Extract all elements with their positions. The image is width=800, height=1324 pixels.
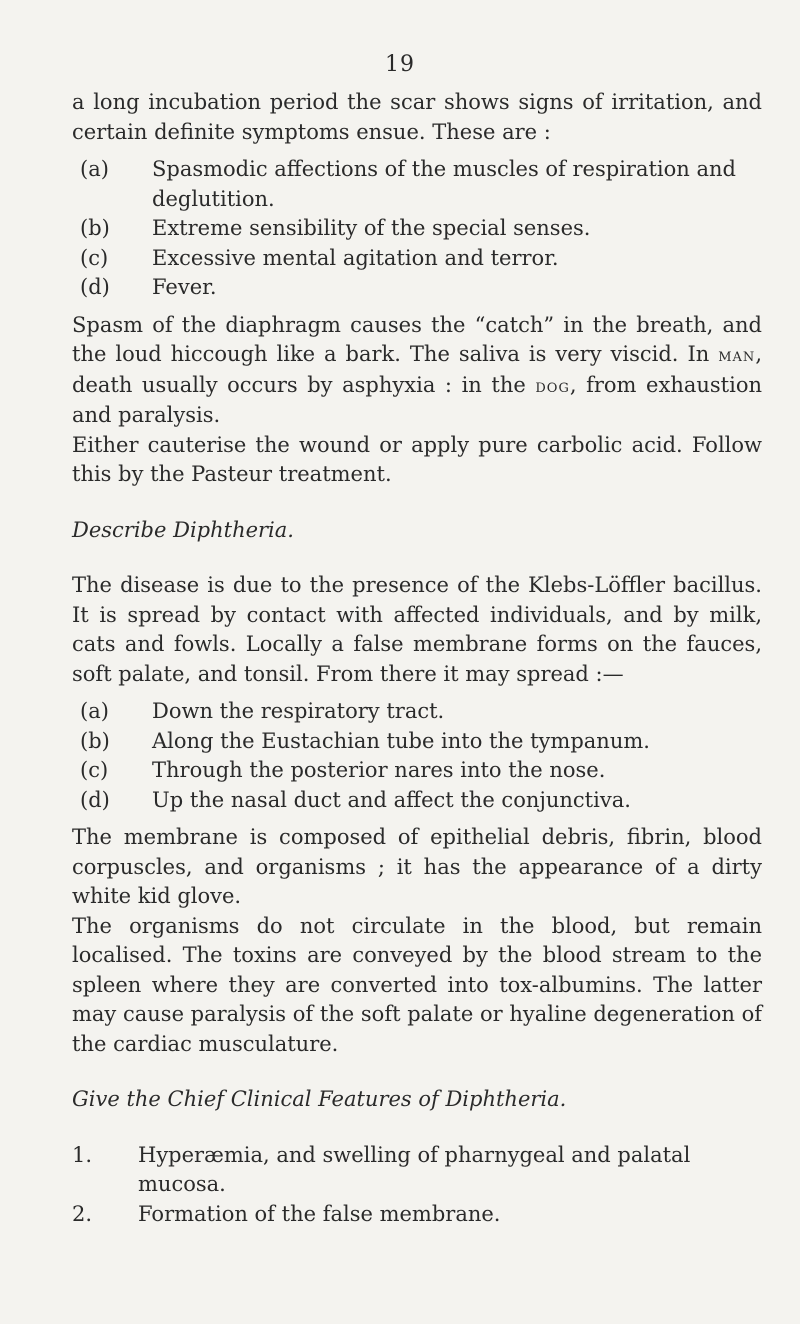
list-item — [72, 697, 762, 727]
page-number: 19 — [385, 52, 415, 77]
list-item — [72, 244, 762, 274]
list-marker: (d) — [80, 275, 110, 299]
list-item-text: Through the posterior nares into the nose. — [152, 758, 606, 782]
list-item-text: Formation of the false membrane. — [138, 1201, 501, 1226]
list-item-text: Along the Eustachian tube into the tympanum. — [152, 728, 650, 753]
list-item-text: Down the respiratory tract. — [152, 699, 445, 723]
treatment-paragraph: Either cauterise the wound or apply pure carbolic acid. Follow this by the Pasteur treatment. — [72, 432, 762, 486]
page-body — [72, 88, 762, 1229]
spasm-text: , death usually occurs by asphyxia : in the — [72, 342, 762, 397]
intro-paragraph: a long incubation period the scar shows signs of irritation, and certain definite symptoms ensue. These are : — [72, 90, 762, 144]
list-item — [72, 155, 762, 214]
list-marker: (a) — [80, 157, 109, 181]
list-item — [72, 1200, 762, 1230]
symptom-list — [72, 155, 762, 303]
spasm-text: , from exhaustion and paralysis. — [72, 372, 762, 427]
list-item — [72, 727, 762, 757]
section-heading-clinical-features: Give the Chief Clinical Features of Diphtheria. — [72, 1087, 567, 1111]
list-item — [72, 214, 762, 244]
spasm-paragraph — [72, 311, 762, 431]
list-item — [72, 786, 762, 816]
list-marker: (a) — [80, 699, 109, 723]
spasm-text: Spasm of the diaphragm causes the “catch” in the breath, and the loud hiccough like a bark. The saliva is very viscid. In — [72, 312, 762, 366]
disease-paragraph: The disease is due to the presence of the Klebs-Löffler bacillus. It is spread by contact with affected individuals, and by milk, cats and fowls. Locally a false membrane forms on the fauces, soft palate, and tonsil. From there it may spread :— — [72, 573, 762, 686]
section-heading-describe-diphtheria: Describe Diphtheria. — [72, 517, 294, 542]
list-item — [72, 273, 762, 303]
list-item-text: Up the nasal duct and affect the conjunctiva. — [152, 787, 631, 812]
list-item — [72, 756, 762, 786]
list-marker: (d) — [80, 787, 110, 812]
list-item-text: Spasmodic affections of the muscles of respiration and deglutition. — [152, 157, 736, 211]
membrane-paragraph: The membrane is composed of epithelial debris, fibrin, blood corpuscles, and organisms ; it has the appearance of a dirty white kid glove. — [72, 825, 762, 908]
list-item — [72, 1141, 762, 1200]
list-item-text: Fever. — [152, 275, 217, 299]
list-marker: (b) — [80, 728, 110, 753]
spread-list — [72, 697, 762, 815]
list-marker: (b) — [80, 216, 110, 240]
list-item-text: Hyperæmia, and swelling of pharnygeal and palatal mucosa. — [138, 1142, 691, 1196]
list-marker: 1. — [72, 1142, 93, 1167]
term-man: man — [718, 344, 756, 366]
list-marker: (c) — [80, 758, 109, 782]
list-item-text: Extreme sensibility of the special senses. — [152, 216, 591, 240]
features-list — [72, 1141, 762, 1230]
list-item-text: Excessive mental agitation and terror. — [152, 245, 559, 270]
organisms-paragraph: The organisms do not circulate in the blood, but remain localised. The toxins are conveyed by the blood stream to the spleen where they are converted into tox-albumins. The latter may cause paralysis of the soft palate or hyaline degeneration of the cardiac musculature. — [72, 913, 762, 1056]
list-marker: 2. — [72, 1201, 93, 1226]
term-dog: dog — [535, 374, 570, 397]
list-marker: (c) — [80, 245, 109, 270]
